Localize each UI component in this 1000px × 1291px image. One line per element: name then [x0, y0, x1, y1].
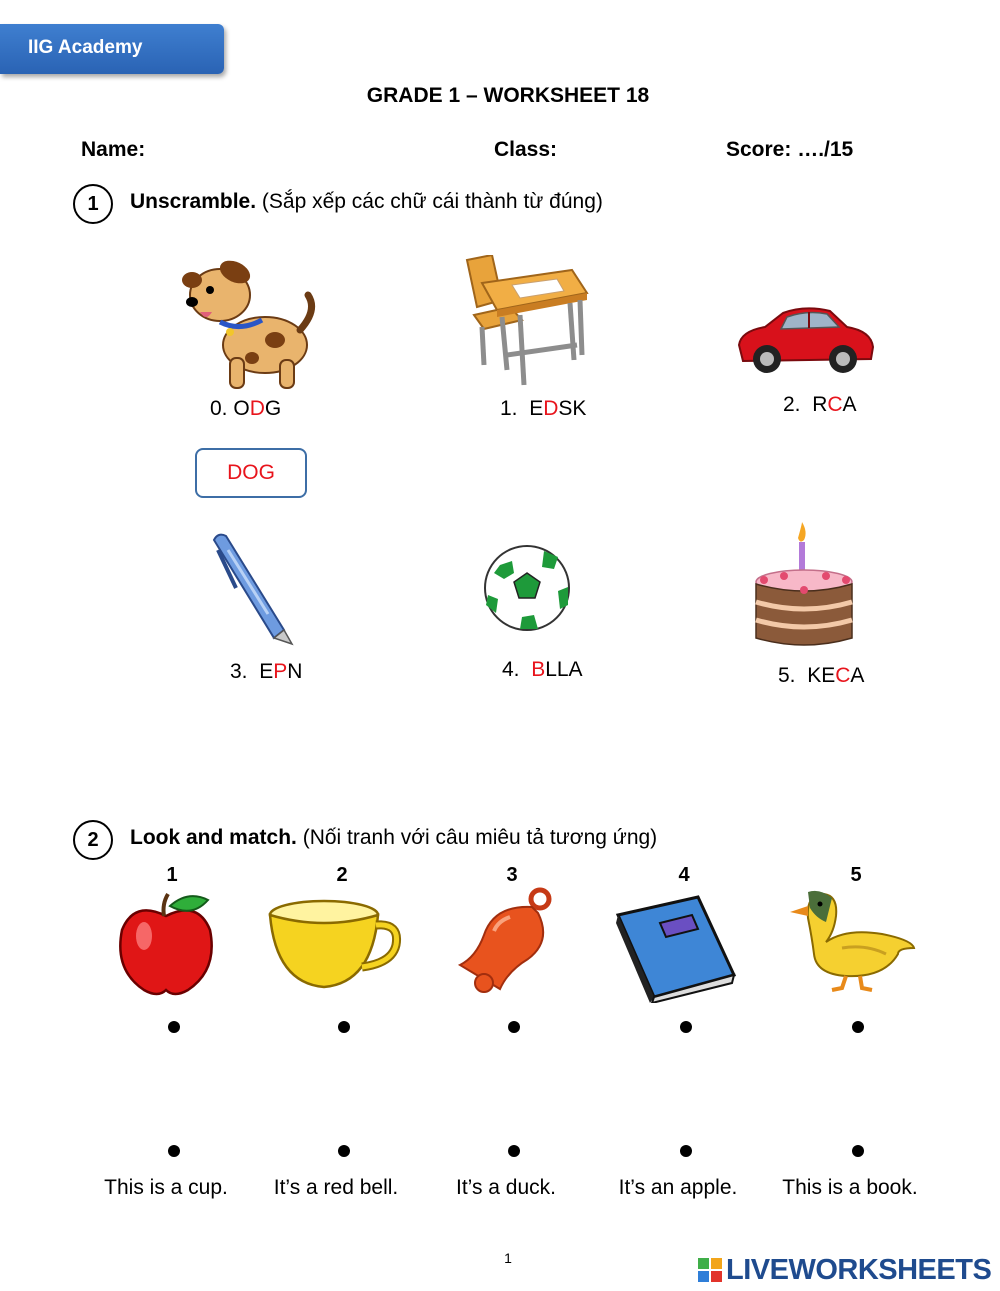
match-dot-picture-1[interactable] — [168, 1021, 180, 1033]
match-dot-picture-4[interactable] — [680, 1021, 692, 1033]
match-dot-phrase-5[interactable] — [852, 1145, 864, 1157]
section-1-heading — [130, 190, 603, 214]
word-item-4: 4. BLLA — [502, 658, 583, 681]
word-item-1: 1. EDSK — [500, 397, 587, 420]
phrase-2: It’s a red bell. — [273, 1176, 399, 1199]
score-label: Score: …./15 — [726, 138, 854, 161]
match-number-3: 3 — [506, 864, 518, 886]
book-picture — [614, 893, 738, 1003]
apple-picture — [114, 890, 218, 998]
dog-picture — [180, 250, 320, 395]
pen-picture — [208, 530, 296, 648]
car-picture — [735, 305, 877, 377]
phrase-4: It’s an apple. — [618, 1176, 738, 1199]
section-1-number: 1 — [73, 184, 113, 224]
cake-picture — [750, 520, 862, 654]
ball-picture — [482, 543, 572, 633]
duck-picture — [786, 888, 918, 994]
match-dot-phrase-1[interactable] — [168, 1145, 180, 1157]
class-label: Class: — [494, 138, 558, 161]
match-dot-phrase-2[interactable] — [338, 1145, 350, 1157]
match-dot-picture-3[interactable] — [508, 1021, 520, 1033]
match-dot-picture-2[interactable] — [338, 1021, 350, 1033]
liveworksheets-logo-icon — [698, 1258, 722, 1282]
match-number-1: 1 — [166, 864, 178, 886]
section-2-subtitle: (Nối tranh với câu miêu tả tương ứng) — [302, 826, 658, 849]
section-2-title: Look and match. — [130, 826, 297, 849]
word-item-0: 0. ODG — [210, 397, 282, 420]
match-number-2: 2 — [336, 864, 348, 886]
section-1-subtitle: (Sắp xếp các chữ cái thành từ đúng) — [261, 190, 603, 213]
phrase-1: This is a cup. — [104, 1176, 228, 1199]
phrase-3: It’s a duck. — [456, 1176, 556, 1199]
page-number: 1 — [504, 1250, 512, 1266]
page-title: GRADE 1 – WORKSHEET 18 — [366, 84, 650, 107]
match-dot-phrase-4[interactable] — [680, 1145, 692, 1157]
example-answer-box[interactable]: DOG — [195, 448, 307, 498]
name-label: Name: — [81, 138, 146, 161]
phrase-5: This is a book. — [782, 1176, 918, 1199]
brand-badge: IIG Academy — [0, 24, 224, 74]
word-item-2: 2. RCA — [783, 393, 857, 416]
liveworksheets-brand: LIVEWORKSHEETS — [726, 1254, 992, 1286]
section-2-heading — [130, 826, 657, 850]
section-1-title: Unscramble. — [130, 190, 257, 213]
match-dot-picture-5[interactable] — [852, 1021, 864, 1033]
bell-picture — [454, 885, 558, 997]
section-2-number: 2 — [73, 820, 113, 860]
desk-picture — [462, 255, 592, 390]
match-dot-phrase-3[interactable] — [508, 1145, 520, 1157]
match-number-5: 5 — [850, 864, 862, 886]
word-item-3: 3. EPN — [230, 660, 303, 683]
word-item-5: 5. KECA — [778, 664, 865, 687]
cup-picture — [266, 895, 402, 995]
match-number-4: 4 — [678, 864, 690, 886]
